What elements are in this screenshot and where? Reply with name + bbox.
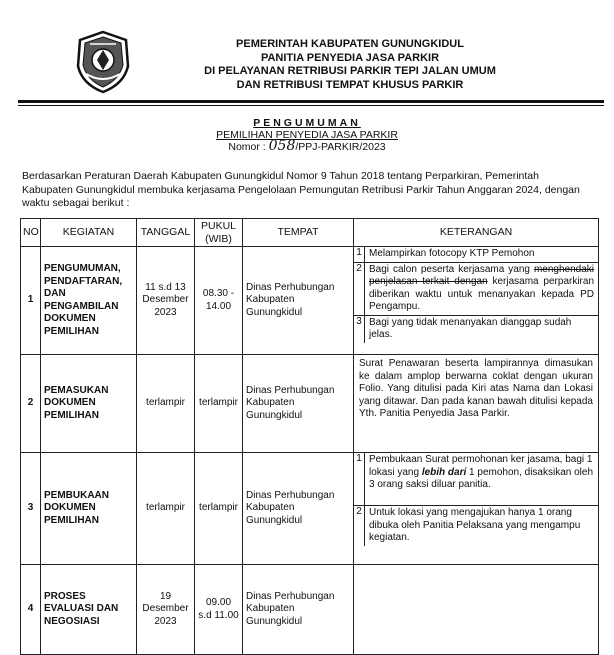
nomor-suffix: /PPJ-PARKIR/2023 [295, 141, 386, 153]
letterhead-divider-thick [18, 100, 604, 103]
header-keterangan: KETERANGAN [354, 219, 599, 247]
letterhead-line: DI PELAYANAN RETRIBUSI PARKIR TEPI JALAN UMUM [204, 65, 496, 77]
announcement-number [0, 140, 614, 153]
keterangan-item [354, 263, 598, 316]
cell-no: 4 [21, 565, 41, 655]
nomor-label: Nomor : [228, 141, 266, 153]
item-text-part: kerjasama perparkiran diberikan waktu untuk menanyakan kepada PD Pengampu. [369, 276, 595, 312]
announcement-title: PENGUMUMAN [253, 117, 361, 129]
item-text [365, 453, 598, 505]
keterangan-item [354, 506, 598, 546]
cell-keterangan [354, 565, 599, 655]
table-row [21, 247, 599, 355]
cell-pukul: 08.30 - 14.00 [195, 247, 243, 355]
item-number: 1 [354, 247, 365, 262]
item-number: 3 [354, 316, 365, 343]
cell-tanggal: 19 Desember 2023 [137, 565, 195, 655]
table-row [21, 565, 599, 655]
cell-pukul: 09.00 s.d 11.00 [195, 565, 243, 655]
item-number: 2 [354, 263, 365, 315]
letterhead-line: DAN RETRIBUSI TEMPAT KHUSUS PARKIR [236, 78, 464, 91]
cell-no: 3 [21, 453, 41, 565]
cell-pukul: terlampir [195, 355, 243, 453]
cell-tempat: Dinas Perhubungan Kabupaten Gunungkidul [243, 355, 354, 453]
item-text-part: 1 pemohon, disaksikan oleh 3 orang saksi diluar panitia. [369, 466, 594, 490]
regency-emblem-logo [72, 30, 134, 94]
letterhead-line: PANITIA PENYEDIA JASA PARKIR [260, 51, 440, 64]
item-text-strikethrough: menghendaki penjelasan terkait dengan [369, 263, 594, 287]
announcement-subtitle: PEMILIHAN PENYEDIA JASA PARKIR [216, 129, 398, 141]
keterangan-item [354, 453, 598, 506]
header-kegiatan: KEGIATAN [41, 219, 137, 247]
item-number: 2 [354, 506, 365, 546]
cell-pukul: terlampir [195, 453, 243, 565]
item-text-part: Pembukaan Surat permohonan ker jasama, bagi 1 lokasi yang [369, 454, 593, 478]
item-text: Bagi yang tidak menanyakan dianggap sudah jelas. [369, 316, 572, 340]
cell-tempat: Dinas Perhubungan Kabupaten Gunungkidul [243, 453, 354, 565]
item-text: Untuk lokasi yang mengajukan hanya 1 orang dibuka oleh Panitia Pelaksana yang mengampu kegiatan. [369, 507, 581, 543]
cell-kegiatan: PROSES EVALUASI DAN NEGOSIASI [41, 565, 137, 655]
letterhead-divider-thin [18, 105, 604, 106]
cell-tanggal: terlampir [137, 355, 195, 453]
table-row [21, 355, 599, 453]
cell-no: 2 [21, 355, 41, 453]
keterangan-item [354, 247, 598, 263]
intro-paragraph: Berdasarkan Peraturan Daerah Kabupaten Gunungkidul Nomor 9 Tahun 2018 tentang Perparkiran, Pemerintah Kabupaten Gunungkidul membuka kerjasama Pengelolaan Pemungutan Retribusi Parkir Tahun Anggaran 2024, dengan waktu sebagai berikut : [22, 170, 580, 209]
cell-keterangan [354, 453, 599, 565]
cell-kegiatan: PEMBUKAAN DOKUMEN PEMILIHAN [41, 453, 137, 565]
item-number: 1 [354, 453, 365, 505]
header-pukul: PUKUL (WIB) [195, 219, 243, 247]
table-header-row [21, 219, 599, 247]
item-text-part: Bagi calon peserta kerjasama yang [369, 263, 534, 275]
item-text-emphasis: lebih dari [421, 466, 467, 478]
letterhead-line: PEMERINTAH KABUPATEN GUNUNGKIDUL [236, 38, 464, 50]
cell-tanggal: 11 s.d 13 Desember 2023 [137, 247, 195, 355]
cell-keterangan: Surat Penawaran beserta lampirannya dimasukan ke dalam amplop berwarna coklat dengan ukuran Folio. Yang ditulisi pada Kiri atas Nama dan Lokasi yang ditawar. Dan pada kanan bawah ditulisi kepada Yth. Panitia Penyedia Jasa Parkir. [354, 355, 599, 453]
header-tempat: TEMPAT [243, 219, 354, 247]
cell-kegiatan: PENGUMUMAN, PENDAFTARAN, DAN PENGAMBILAN DOKUMEN PEMILIHAN [41, 247, 137, 355]
cell-no: 1 [21, 247, 41, 355]
nomor-handwritten: 058 [268, 138, 296, 154]
schedule-table [20, 218, 599, 655]
cell-tanggal: terlampir [137, 453, 195, 565]
table-row [21, 453, 599, 565]
cell-tempat: Dinas Perhubungan Kabupaten Gunungkidul [243, 247, 354, 355]
item-text [365, 263, 598, 315]
cell-tempat: Dinas Perhubungan Kabupaten Gunungkidul [243, 565, 354, 655]
item-text: Melampirkan fotocopy KTP Pemohon [369, 248, 535, 259]
letterhead [150, 38, 550, 92]
header-no: NO [21, 219, 41, 247]
cell-keterangan [354, 247, 599, 355]
cell-kegiatan: PEMASUKAN DOKUMEN PEMILIHAN [41, 355, 137, 453]
header-tanggal: TANGGAL [137, 219, 195, 247]
keterangan-item [354, 316, 598, 343]
